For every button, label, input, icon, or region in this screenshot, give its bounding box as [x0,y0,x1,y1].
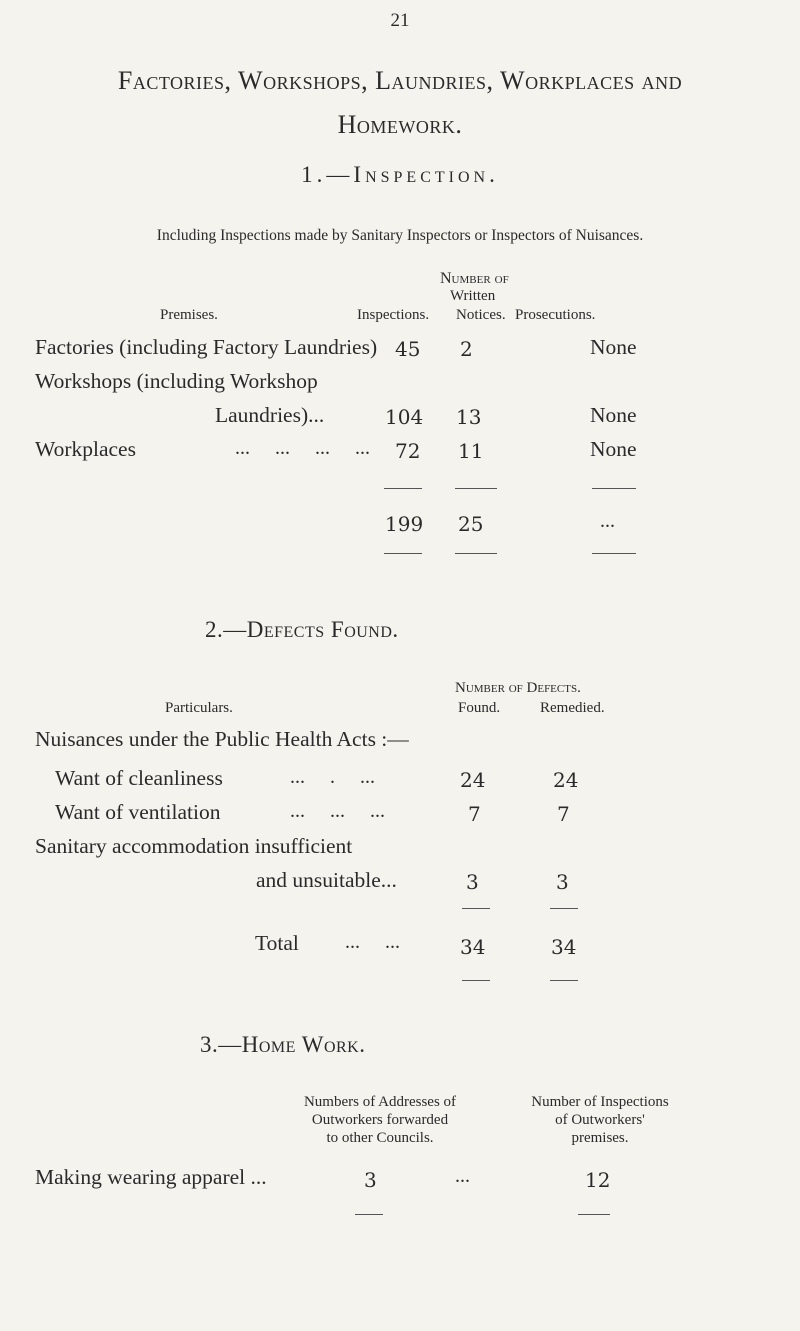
defect-row-ventilation-dots: ... ... ... [290,800,385,822]
inspection-row-workshops-prosecutions: None [590,403,637,427]
page-title-line2: Homework. [337,110,463,139]
defects-total-rule-top-2 [550,908,578,909]
inspections-total-rule-top-1 [384,488,422,489]
homework-header-col2-line1: Number of Inspections [531,1094,669,1110]
inspection-row-workplaces-notices: 11 [458,439,484,463]
header-number-of-defects: Number of Defects. [455,680,581,696]
inspection-row-workshops-label-line1: Workshops (including Workshop [35,369,318,393]
header-prosecutions: Prosecutions. [515,307,596,323]
inspections-total-rule-bottom-2 [455,553,497,554]
defect-row-cleanliness-label: Want of cleanliness [55,766,223,790]
page-title-line1: Factories, Workshops, Laundries, Workplaces and [117,66,683,95]
header-remedied: Remedied. [540,700,605,716]
header-premises: Premises. [160,307,218,323]
defect-row-ventilation-remedied: 7 [557,802,570,826]
homework-header-col2-line3: premises. [571,1130,629,1146]
defects-total-label: Total [255,931,299,955]
homework-row-addresses: 3 [364,1168,377,1192]
header-inspections: Inspections. [357,307,430,323]
inspection-row-workplaces-label: Workplaces [35,437,136,461]
defects-total-rule-bottom-2 [550,980,578,981]
homework-row-inspections: 12 [585,1168,611,1192]
inspections-total-rule-top-3 [592,488,636,489]
inspection-row-workshops-inspections: 104 [385,405,424,429]
header-written: Written [450,288,496,304]
inspection-row-factories-inspections: 45 [395,337,421,361]
inspection-row-workplaces-prosecutions: None [590,437,637,461]
defect-row-sanitary-label-line2: and unsuitable... [256,868,397,892]
notices-total: 25 [458,512,484,536]
defects-total-rule-bottom-1 [462,980,490,981]
defects-total-dots: ... ... [345,931,400,953]
homework-row-dots: ... [455,1165,470,1187]
defect-row-ventilation-found: 7 [468,802,481,826]
defect-row-ventilation-label: Want of ventilation [55,800,221,824]
page-number: 21 [390,10,410,31]
section3-heading: 3.—Home Work. [200,1032,366,1057]
inspection-row-factories-prosecutions: None [590,335,637,359]
homework-header-col1-line3: to other Councils. [326,1130,434,1146]
inspections-total-rule-bottom-1 [384,553,422,554]
defects-total-found: 34 [460,935,486,959]
section1-subtitle: Including Inspections made by Sanitary Inspectors or Inspectors of Nuisances. [156,227,644,244]
defect-row-sanitary-remedied: 3 [556,870,569,894]
homework-header-col2-line2: of Outworkers' [555,1112,645,1128]
inspections-total-rule-bottom-3 [592,553,636,554]
header-particulars: Particulars. [165,700,233,716]
defects-total-rule-top-1 [462,908,490,909]
section2-heading: 2.—Defects Found. [205,617,399,642]
header-found: Found. [458,700,501,716]
defect-row-cleanliness-remedied: 24 [553,768,579,792]
defect-row-cleanliness-found: 24 [460,768,486,792]
defects-group-label: Nuisances under the Public Health Acts :— [35,727,409,751]
defects-total-remedied: 34 [551,935,577,959]
inspection-row-workplaces-inspections: 72 [395,439,421,463]
inspection-row-workshops-notices: 13 [456,405,482,429]
homework-header-col1-line2: Outworkers forwarded [311,1112,449,1128]
header-number-of: Number of [440,270,509,287]
inspection-row-factories-notices: 2 [460,337,473,361]
inspection-row-workplaces-dots: ... ... ... ... [235,437,370,459]
homework-rule-1 [355,1214,383,1215]
prosecutions-total: ... [600,510,615,532]
header-notices: Notices. [456,307,506,323]
section1-heading: 1.—Inspection. [301,162,499,187]
inspection-row-workshops-label-line2: Laundries)... [215,403,325,427]
homework-row-label: Making wearing apparel ... [35,1165,267,1189]
defect-row-sanitary-found: 3 [466,870,479,894]
homework-header-col1-line1: Numbers of Addresses of [303,1094,457,1110]
inspections-total-rule-top-2 [455,488,497,489]
homework-rule-2 [578,1214,610,1215]
defect-row-cleanliness-dots: ... . ... [290,766,375,788]
defect-row-sanitary-label-line1: Sanitary accommodation insufficient [35,834,353,858]
inspection-row-factories-label: Factories (including Factory Laundries) [35,335,378,359]
inspections-total: 199 [385,512,424,536]
